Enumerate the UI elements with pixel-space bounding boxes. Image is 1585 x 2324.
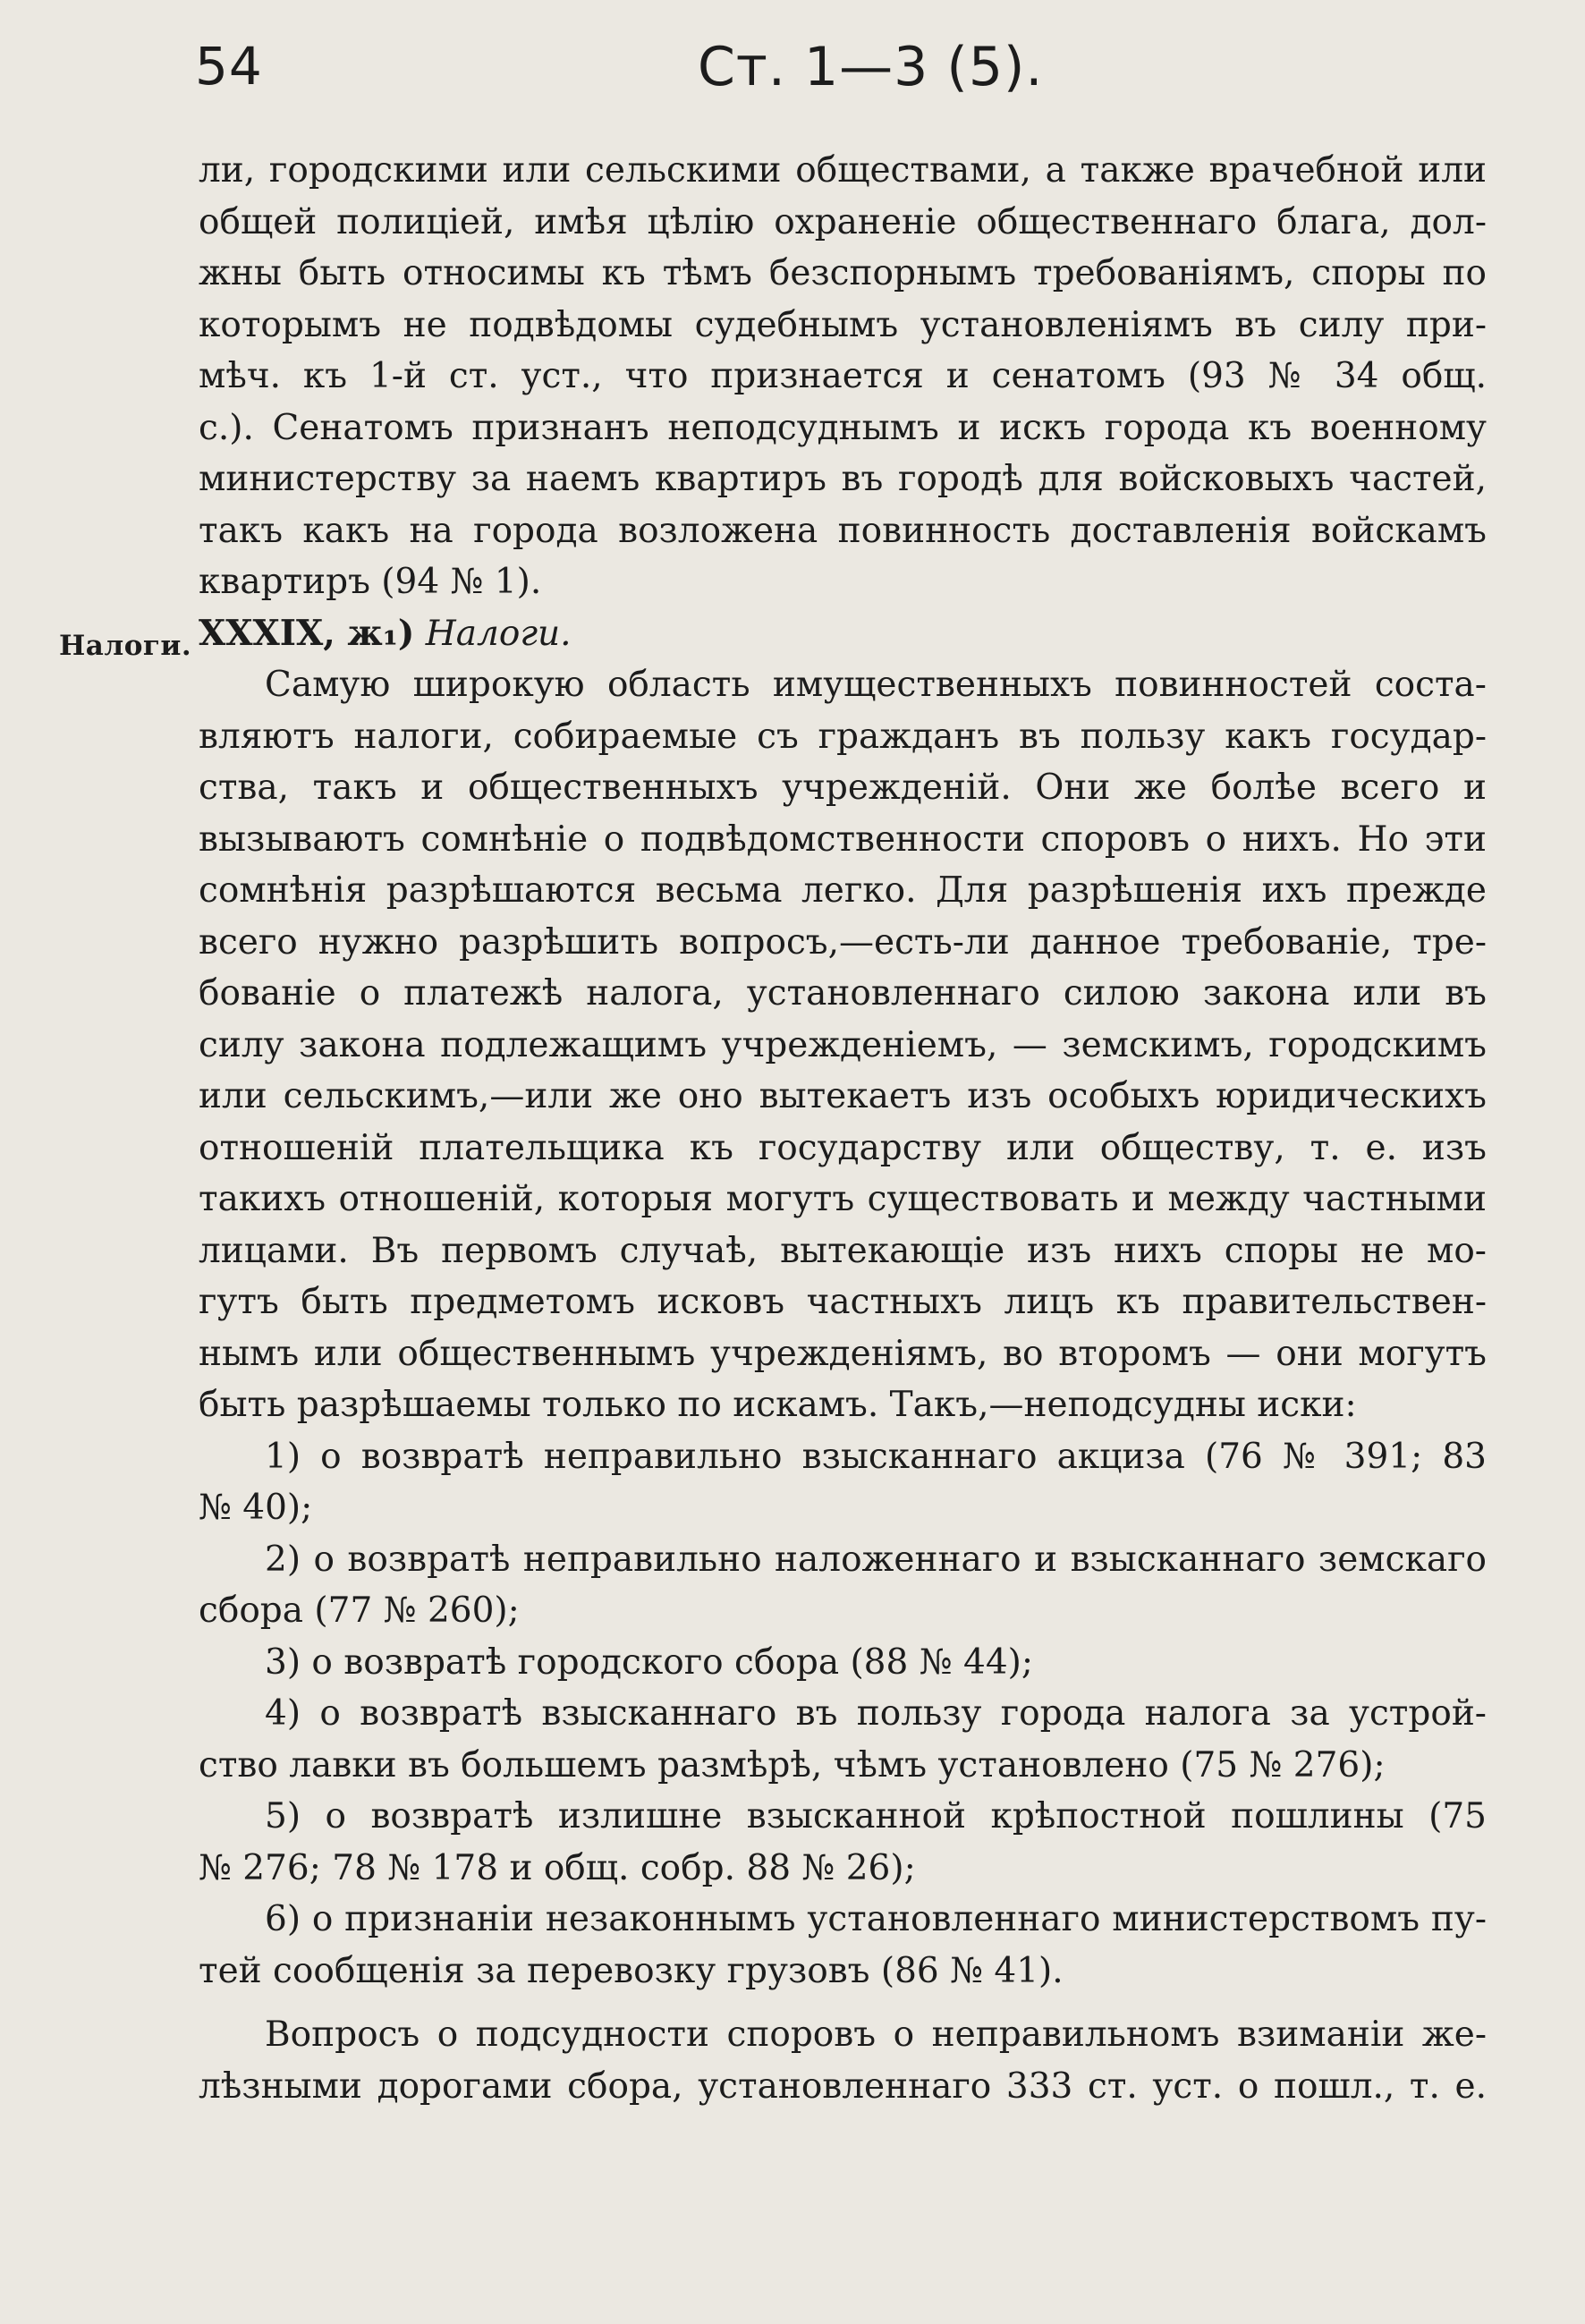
text-line: вызываютъ сомнѣніе о подвѣдомственности споровъ о нихъ. Но эти <box>199 818 1487 860</box>
text-line: такъ какъ на города возложена повинность доставленія войскамъ <box>199 510 1487 551</box>
text-line: лицами. Въ первомъ случаѣ, вытекающіе изъ нихъ споры не мо- <box>199 1230 1487 1271</box>
margin-note: Налоги. <box>59 630 192 662</box>
text-line: или сельскимъ,—или же оно вытекаетъ изъ особыхъ юридическихъ <box>199 1076 1487 1116</box>
text-line: быть разрѣшаемы только по искамъ. Такъ,—неподсудны иски: <box>199 1385 1357 1425</box>
text-line: вляютъ налоги, собираемые съ гражданъ въ пользу какъ государ- <box>199 716 1487 757</box>
page-number: 54 <box>195 36 263 97</box>
text-line: ли, городскими или сельскими обществами, а также врачебной или <box>199 150 1487 191</box>
running-title: Ст. 1—3 (5). <box>698 36 1044 98</box>
list-item <box>199 1534 1487 1637</box>
paragraph-continuation <box>199 145 1487 608</box>
text-line: Вопросъ о подсудности споровъ о неправильномъ взиманіи же- <box>265 2014 1487 2055</box>
text-line: общей полиціей, имѣя цѣлію охраненіе общественнаго блага, дол- <box>199 201 1487 242</box>
text-line: 5) о возвратѣ излишне взысканной крѣпостной пошлины (75 <box>265 1796 1487 1836</box>
text-line: 1) о возвратѣ неправильно взысканнаго акциза (76 № 391; 83 <box>265 1436 1487 1477</box>
text-line: гутъ быть предметомъ исковъ частныхъ лицъ къ правительствен- <box>199 1282 1487 1322</box>
paragraph-taxes <box>199 659 1487 1431</box>
list-item <box>199 1791 1487 1894</box>
text-line: 4) о возвратѣ взысканнаго въ пользу города налога за устрой- <box>265 1693 1487 1734</box>
list-item <box>199 1431 1487 1534</box>
text-line: всего нужно разрѣшить вопросъ,—есть-ли данное требованіе, тре- <box>199 921 1487 963</box>
text-line: квартиръ (94 № 1). <box>199 562 542 602</box>
text-line: сбора (77 № 260); <box>199 1590 520 1631</box>
section-title: Налоги. <box>425 613 572 654</box>
section-number: XXXIX, ж₁) <box>199 612 415 654</box>
list-item <box>199 1688 1487 1791</box>
section-heading <box>199 608 1487 660</box>
text-line: тей сообщенія за перевозку грузовъ (86 № 41). <box>199 1950 1064 1991</box>
text-line: 2) о возвратѣ неправильно наложеннаго и взысканнаго земскаго <box>265 1539 1487 1580</box>
text-line: с.). Сенатомъ признанъ неподсуднымъ и искъ города къ военному <box>199 407 1487 448</box>
text-line: министерству за наемъ квартиръ въ городѣ для войсковыхъ частей, <box>199 459 1487 499</box>
text-line: 6) о признаніи незаконнымъ установленнаго министерствомъ пу- <box>265 1899 1487 1939</box>
text-line: силу закона подлежащимъ учрежденіемъ, — земскимъ, городскимъ <box>199 1024 1487 1065</box>
text-line: бованіе о платежѣ налога, установленнаго силою закона или въ <box>199 973 1487 1014</box>
text-line: сомнѣнія разрѣшаются весьма легко. Для разрѣшенія ихъ прежде <box>199 870 1487 911</box>
text-line: нымъ или общественнымъ учрежденіямъ, во второмъ — они могутъ <box>199 1333 1487 1374</box>
text-line: лѣзными дорогами сбора, установленнаго 333 ст. уст. о пошл., т. е. <box>199 2065 1487 2107</box>
paragraph-railway <box>199 2009 1487 2112</box>
text-line: № 276; 78 № 178 и общ. собр. 88 № 26); <box>199 1847 916 1888</box>
body-text <box>199 145 1487 2112</box>
text-line: мѣч. къ 1-й ст. уст., что признается и сенатомъ (93 № 34 общ. <box>199 356 1487 396</box>
text-line: которымъ не подвѣдомы судебнымъ установленіямъ въ силу при- <box>199 304 1487 345</box>
text-line: ство лавки въ большемъ размѣрѣ, чѣмъ установлено (75 № 276); <box>199 1744 1386 1785</box>
paragraph-gap <box>199 1997 1487 2009</box>
text-line: ства, такъ и общественныхъ учрежденій. Они же болѣе всего и <box>199 768 1487 808</box>
list-item <box>199 1894 1487 1997</box>
list-item <box>199 1637 1487 1689</box>
text-line: жны быть относимы къ тѣмъ безспорнымъ требованіямъ, споры по <box>199 253 1487 293</box>
text-line: отношеній плательщика къ государству или обществу, т. е. изъ <box>199 1127 1487 1168</box>
text-line: 3) о возвратѣ городского сбора (88 № 44); <box>265 1641 1033 1683</box>
text-line: № 40); <box>199 1488 313 1528</box>
page-header <box>0 36 1585 116</box>
text-line: Самую широкую область имущественныхъ повинностей соста- <box>265 665 1487 705</box>
text-line: такихъ отношеній, которыя могутъ существовать и между частными <box>199 1179 1487 1219</box>
